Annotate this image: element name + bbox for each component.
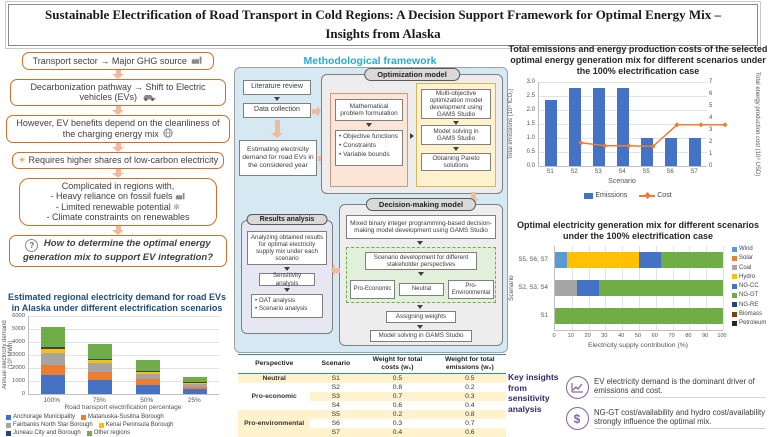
legend-item [732,283,768,289]
results-analysis-label: Results analysis [247,214,328,225]
table-cell: 0.5 [465,374,475,382]
chart-title: Total emissions and energy production costs of the selected optimal energy generation mix for different scenarios under the 100% electrification case [508,44,768,76]
bar-segment [41,347,65,348]
table-cell: 0.7 [465,419,475,427]
table-row [238,373,506,383]
legend-label: Cost [657,192,672,199]
complications-title: Complicated in regions with, [61,180,175,191]
table-cell: 0.2 [392,410,403,418]
complication-item [24,212,212,223]
flow-box-transport-text2: Major GHG source [111,56,187,66]
flow-arrow-down-icon [112,70,124,79]
table-cell: 0.3 [465,392,475,400]
legend-label: NG-CC [739,283,759,290]
analyze-results-box: Analyzing obtained results for optimal electricity supply mix under each scenario [247,231,327,265]
x-tick-label: 40 [618,333,625,339]
framework-title: Methodological framework [303,55,437,67]
arrow-right-icon: → [100,56,110,66]
y-tick-label: 6000 [12,313,25,319]
complications-list [24,191,212,223]
arrow-down-icon [417,325,423,329]
dollar-icon [566,407,589,430]
legend-item [732,274,768,280]
bar-segment [88,380,112,394]
perspective-cell: Neutral [262,374,286,382]
complication-item [24,202,212,213]
x-tick-label: 50% [140,397,154,404]
legend-swatch [6,423,11,428]
legend-item [732,255,768,261]
x-tick-label: 100 [717,333,727,339]
legend-swatch [732,312,737,317]
bar-segment [183,389,207,394]
chart-line-icon [566,376,589,399]
legend-label: NG-RE [739,301,759,308]
perspective-cell: Pro-environmental [244,419,305,427]
bar-segment [88,344,112,359]
table-row [238,410,506,419]
legend-label: Fairbanks North Star Borough [13,422,93,428]
optimization-model-label: Optimization model [364,68,460,81]
table-cell: S2 [331,383,340,391]
bar-segment [41,353,65,365]
legend-swatch [732,321,737,326]
flow-box-decarb-text: Decarbonization pathway [30,81,132,92]
bar-segment [555,308,723,324]
y-tick-left: 2.5 [526,93,535,99]
y-tick-right: 5 [709,103,713,109]
legend-label: Biomass [739,311,763,318]
x-tick-label: 25% [187,397,201,404]
bar-segment [88,360,112,363]
mbip-box: Mixed binary integer programming-based decision-making model development using GAMS Studio [346,215,496,239]
legend-item [732,246,768,252]
plot-area [538,82,707,167]
table-row [238,383,506,392]
x-axis-label: Road transport electrification percentage [64,404,182,411]
results-item: • Scenario analysis [255,305,308,313]
y-tick-right: 3 [709,127,713,133]
legend-item [732,302,768,308]
flow-arrow-down-icon [112,169,124,178]
scenario-panel [346,247,496,303]
generation-mix-chart [508,220,768,370]
y-tick-left: 2.0 [526,107,535,113]
legend-swatch [732,247,737,252]
legend-label: Hydro [739,273,756,280]
model-solving-box: Model solving in GAMS Studio [370,330,472,342]
sensitivity-analysis-box: Sensitivity analysis [259,273,315,286]
legend-label: Solar [739,255,754,262]
globe-icon [163,128,173,138]
bar-segment [136,385,160,394]
complication-item [24,191,212,202]
flow-box-low-carbon-text: Requires higher shares of low-carbon electricity [28,155,219,166]
math-items-box [335,130,403,166]
bar-segment [661,252,723,268]
legend-label: Anchorage Municipality [13,414,76,420]
x-tick-label: 80 [685,333,692,339]
bar-segment [136,371,160,372]
table-cell: S7 [310,428,361,437]
legend-item [732,311,768,317]
legend-swatch [99,423,104,428]
complication-text: - Heavy reliance on fossil fuels [50,191,173,202]
perspective-cell: Pro-economic [251,392,297,400]
insight-text: EV electricity demand is the dominant driver of emissions and cost. [594,377,766,399]
x-tick-label: S7 [690,169,698,175]
plot-area [554,246,723,331]
table-cell: S6 [331,419,340,427]
gridline [539,82,707,83]
y-axis-label-left: Total emissions (10⁶ tCO₂) [508,88,514,160]
math-item: • Constraints [339,141,376,149]
y-axis-label-right: Total energy production cost (10⁹ USD) [754,71,760,177]
weights-table [238,354,506,437]
table-cell: 0.6 [434,428,506,437]
chart-title: Estimated regional electricity demand for road EVs in Alaska under different electrification scenarios [7,292,227,313]
weights-table-grid [238,354,506,437]
y-tick-label: 1000 [12,378,25,384]
key-insights-section [508,372,766,434]
chart-title: Optimal electricity generation mix for different scenarios under the 100% electrification case [516,220,760,241]
table-cell: 0.7 [392,392,403,400]
x-tick-label: S6 [666,169,674,175]
scenario-dev-box: Scenario development for different stakeholder perspectives [365,252,477,270]
legend-label: Coal [739,264,752,271]
legend-item [732,292,768,298]
x-tick-label: 60 [651,333,658,339]
legend-label: Matanuska-Susitna Borough [88,414,164,420]
gams-step-box: Multi-objective optimization model development using GAMS Studio [421,89,491,119]
x-tick-label: 30 [601,333,608,339]
legend-item [6,422,93,428]
table-cell: 0.4 [465,401,475,409]
legend-swatch [6,415,11,420]
factory-icon [175,192,186,200]
emissions-bar [545,100,557,166]
x-axis-label: Scenario [608,178,636,185]
arrow-right-icon: → [134,81,144,92]
key-insights-icons [565,372,589,434]
category-label: S1 [540,312,548,319]
bar-segment [555,252,567,268]
table-cell: 0.4 [361,428,433,437]
snowflake-icon: ❄ [172,201,181,212]
arrow-down-icon [418,272,424,276]
y-tick-label: 3000 [12,352,25,358]
legend-swatch [732,256,737,261]
flow-box-transport [22,52,214,70]
table-cell: 0.8 [392,383,403,391]
decision-model-panel [339,200,503,346]
figure-title-box [8,4,758,46]
category-label: S5, S6, S7 [518,256,548,263]
decision-model-label: Decision-making model [366,198,476,211]
bar-segment [136,374,160,380]
flow-box-decarb-text2: Shift to Electric vehicles (EVs) [79,81,206,103]
math-formulation-panel [330,93,408,187]
x-tick-label: S4 [618,169,626,175]
data-collection-box: Data collection [243,103,311,118]
gams-panel [416,83,496,187]
table-header: Weight for total costs (w₁) [361,355,433,374]
legend-label: Juneau City and Borough [13,430,81,436]
flow-box-transport-text: Transport sector [32,56,98,66]
question-icon: ? [25,239,38,252]
bar-segment [136,371,160,373]
bar-segment [567,252,639,268]
complication-text: - Climate constraints on renewables [46,212,190,223]
regional-demand-chart [4,292,230,437]
bar-segment [41,327,65,347]
arrow-down-icon [453,147,459,151]
legend-item [81,414,164,420]
chart-legend [732,246,768,326]
flow-box-low-carbon [12,152,224,169]
x-tick-label: 10 [567,333,574,339]
x-tick-label: 100% [43,397,61,404]
sun-icon: ☀ [17,155,26,166]
optimization-model-panel [321,70,503,194]
chart-legend [6,414,230,436]
bar-segment [41,375,65,394]
legend-item [99,422,174,428]
legend-label: NG-GT [739,292,759,299]
bar-segment [136,379,160,384]
table-cell: S3 [331,392,340,400]
chart-line-glyph [571,382,584,393]
estimate-demand-box: Estimating electricity demand for road EVs in the considered year [239,140,317,176]
table-header: Weight for total emissions (w₂) [434,355,506,374]
flow-arrow-down-icon [112,143,124,152]
neutral-box: Neutral [399,283,444,296]
x-axis-label: Electricity supply contribution (%) [587,342,689,349]
legend-swatch [81,415,86,420]
legend-label: Other regions [93,430,131,436]
legend-swatch [732,284,737,289]
assigning-weights-box: Assigning weights [386,311,456,323]
bar-segment [183,387,207,390]
table-cell: 0.5 [392,374,403,382]
table-cell: S5 [331,410,340,418]
table-cell: 0.8 [465,410,475,418]
table-cell: 0.2 [465,383,475,391]
bar-segment [183,384,207,387]
x-tick-label: S5 [642,169,650,175]
bar-segment [88,363,112,372]
x-tick-label: S3 [594,169,602,175]
problem-flowchart [6,52,230,267]
y-tick-right: 4 [709,115,713,121]
bar-segment [41,349,65,354]
results-items-box [251,294,323,318]
y-tick-left: 1.5 [526,121,535,127]
math-formulation-box: Mathematical problem formulation [335,99,403,121]
factory-icon [191,55,203,65]
gams-step-box: Obtaining Pareto solutions [421,153,491,171]
table-cell: S4 [331,401,340,409]
y-tick-label: 4000 [12,339,25,345]
legend-item [732,320,768,326]
legend-item [6,414,75,420]
y-tick-left: 1.0 [526,135,535,141]
y-tick-left: 0.5 [526,149,535,155]
y-tick-label: 2000 [12,365,25,371]
y-tick-right: 7 [709,79,713,85]
flow-arrow-left-icon [331,264,340,276]
bar-segment [639,252,661,268]
bar-segment [183,383,207,384]
x-tick-label: 20 [584,333,591,339]
gams-step-box: Model solving in GAMS Studio [421,125,491,145]
emissions-cost-chart [508,44,768,216]
flow-arrow-right-icon [312,105,321,117]
flow-box-cleanliness [6,115,230,143]
ev-car-icon [142,92,157,101]
dollar-glyph: $ [573,411,581,426]
pro-economic-box: Pro-Economic [350,280,395,299]
bar-segment [41,365,65,375]
legend-swatch [732,265,737,270]
flow-box-decarbonization [10,79,226,106]
x-tick-label: 50 [634,333,642,339]
bar-segment [88,372,112,380]
research-question-text: How to determine the optimal energy generation mix to support EV integration? [22,238,213,264]
math-item: • Objective functions [339,133,398,140]
legend-item [6,430,81,436]
literature-review-box: Literature review [243,80,311,95]
y-tick-left: 0.0 [526,163,535,169]
bar-segment [183,377,207,382]
arrow-down-icon [284,267,290,271]
y-tick-right: 0 [709,163,713,169]
key-insights-label: Key insights from sensitivity analysis [508,372,559,414]
pro-environmental-box: Pro-Environmental [448,280,494,299]
flow-box-research-question [9,235,227,266]
legend-swatch [732,293,737,298]
table-cell: S1 [331,374,340,382]
table-header: Perspective [238,355,310,374]
results-analysis-panel [241,216,333,334]
results-item: • OAT analysis [255,297,296,304]
arrow-down-icon [274,97,280,101]
flow-box-cleanliness-text: However, EV benefits depend on the cleanliness of the charging energy mix [16,117,220,140]
x-tick-label: S1 [546,169,554,175]
flow-arrow-down-icon [271,120,283,138]
arrow-down-icon [417,305,423,309]
table-cell: 0.3 [392,419,403,427]
legend-item [87,430,130,436]
arrow-right-icon [410,133,414,139]
complication-text: - Limited renewable potential [55,201,171,212]
legend-swatch [6,431,11,436]
legend-swatch [732,302,737,307]
category-label: S2, S3, S4 [518,284,548,291]
arrow-down-icon [366,123,372,127]
gridline [723,246,724,330]
flow-arrow-down-icon [112,226,124,235]
gridline [29,316,219,317]
bar-segment [555,280,577,296]
flow-box-complications [19,178,217,226]
flow-arrow-down-icon [112,106,124,115]
legend-swatch [87,431,92,436]
legend-label: Petroleum [739,320,767,327]
x-tick-label: 70 [668,333,675,339]
x-tick-label: 0 [552,333,556,339]
arrow-down-icon [417,241,423,245]
legend-label: Wind [739,246,753,252]
y-axis-label: Scenario [508,275,515,301]
bar-segment [577,280,599,296]
y-tick-right: 2 [709,139,713,145]
math-item: • Variable bounds [339,150,390,158]
key-insights-texts [594,372,766,434]
table-cell: 0.6 [392,401,403,409]
bar-segment [599,280,723,296]
framework-panel [234,67,508,353]
x-tick-label: S2 [570,169,578,175]
legend-swatch [732,274,737,279]
bar-segment [136,360,160,370]
insight-text: NG-GT cost/availability and hydro cost/availability strongly influence the optimal mix. [594,408,766,430]
y-tick-right: 1 [709,151,713,157]
y-axis-label: Annual electricity demand (10³ MWh) [2,320,14,390]
y-tick-label: 0 [21,391,25,397]
figure-title: Sustainable Electrification of Road Transport in Cold Regions: A Decision Support Framework for Optimal Energy Mix – Insights from Alaska [44,7,721,41]
table-header: Scenario [310,355,361,374]
y-tick-right: 6 [709,91,713,97]
bar-segment [88,359,112,360]
x-tick-label: 90 [702,333,709,339]
plot-area [28,316,219,395]
y-tick-label: 5000 [12,326,25,332]
legend-item [732,265,768,271]
legend-label: Emissions [595,192,628,199]
arrow-down-icon [284,288,290,292]
y-tick-left: 3.0 [526,79,535,85]
legend-label: Kenai Peninsula Borough [105,422,174,428]
x-tick-label: 75% [92,397,106,404]
